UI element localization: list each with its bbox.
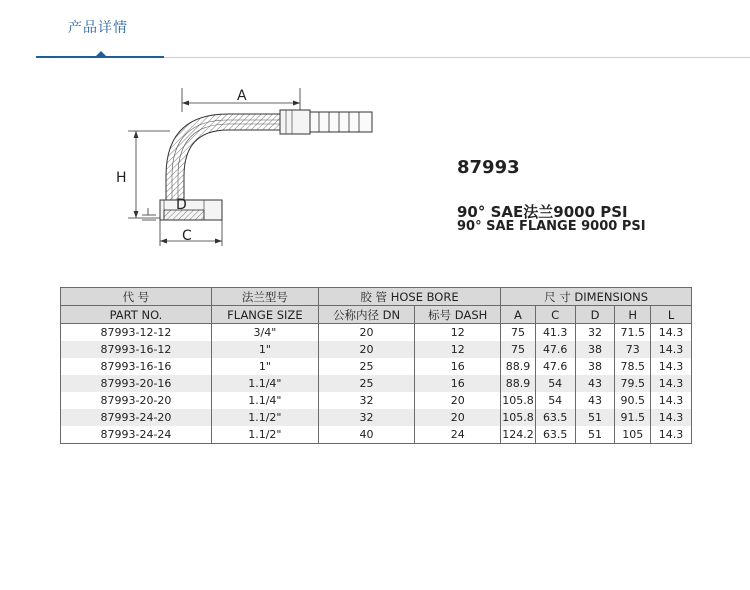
cell-d: 51: [575, 409, 615, 426]
table-group-header-row: [61, 288, 692, 306]
cell-dn: 20: [318, 324, 414, 342]
cell-l: 14.3: [651, 409, 692, 426]
cell-h: 79.5: [615, 375, 651, 392]
cell-l: 14.3: [651, 341, 692, 358]
cell-part-no: 87993-24-24: [61, 426, 212, 444]
table-sub-header-row: [61, 306, 692, 324]
cell-dn: 25: [318, 375, 414, 392]
header-part: 代 号: [61, 288, 212, 306]
cell-flange-size: 1.1/4": [211, 375, 318, 392]
table-row: [61, 426, 692, 444]
cell-part-no: 87993-20-20: [61, 392, 212, 409]
product-model-number: 87993: [457, 157, 520, 178]
flange-head: [160, 197, 222, 220]
cell-a: 105.8: [501, 409, 536, 426]
dimension-a: [182, 88, 300, 112]
header-a: A: [501, 306, 536, 324]
cell-dn: 20: [318, 341, 414, 358]
cell-l: 14.3: [651, 392, 692, 409]
cell-a: 105.8: [501, 392, 536, 409]
product-title-en: 90° SAE FLANGE 9000 PSI: [457, 219, 646, 234]
cell-part-no: 87993-20-16: [61, 375, 212, 392]
cell-part-no: 87993-16-12: [61, 341, 212, 358]
cell-d: 51: [575, 426, 615, 444]
spec-table: [60, 287, 692, 444]
cell-h: 71.5: [615, 324, 651, 342]
cell-a: 75: [501, 341, 536, 358]
header-c: C: [535, 306, 575, 324]
cell-c: 41.3: [535, 324, 575, 342]
cell-d: 38: [575, 358, 615, 375]
cell-part-no: 87993-24-20: [61, 409, 212, 426]
header-flange: 法兰型号: [211, 288, 318, 306]
cell-a: 124.2: [501, 426, 536, 444]
ferrule: [280, 110, 310, 134]
hose-tail: [310, 112, 372, 132]
cell-dn: 25: [318, 358, 414, 375]
header-d: D: [575, 306, 615, 324]
cell-l: 14.3: [651, 324, 692, 342]
table-row: [61, 324, 692, 342]
cell-dash: 20: [415, 409, 501, 426]
section-title: 产品详情: [68, 20, 128, 36]
cell-flange-size: 1.1/4": [211, 392, 318, 409]
cell-dn: 40: [318, 426, 414, 444]
cell-flange-size: 3/4": [211, 324, 318, 342]
cell-c: 63.5: [535, 409, 575, 426]
header-dn: 公称内径 DN: [318, 306, 414, 324]
cell-flange-size: 1.1/2": [211, 409, 318, 426]
header-hose-bore: 胶 管 HOSE BORE: [318, 288, 500, 306]
header-flange-size: FLANGE SIZE: [211, 306, 318, 324]
dimension-h-label: H: [116, 170, 127, 186]
cell-dash: 16: [415, 375, 501, 392]
cell-h: 91.5: [615, 409, 651, 426]
cell-dash: 12: [415, 324, 501, 342]
cell-a: 88.9: [501, 358, 536, 375]
cell-dn: 32: [318, 392, 414, 409]
cell-l: 14.3: [651, 426, 692, 444]
table-row: [61, 358, 692, 375]
cell-c: 54: [535, 392, 575, 409]
cell-flange-size: 1": [211, 341, 318, 358]
dimension-c-label: C: [182, 228, 192, 244]
table-row: [61, 392, 692, 409]
header-dimensions: 尺 寸 DIMENSIONS: [501, 288, 692, 306]
cell-d: 43: [575, 375, 615, 392]
cell-flange-size: 1": [211, 358, 318, 375]
cell-flange-size: 1.1/2": [211, 426, 318, 444]
cell-h: 90.5: [615, 392, 651, 409]
cell-a: 75: [501, 324, 536, 342]
product-title-cn: 90° SAE法兰9000 PSI: [457, 203, 628, 221]
cell-dn: 32: [318, 409, 414, 426]
cell-dash: 12: [415, 341, 501, 358]
table-row: [61, 341, 692, 358]
cell-part-no: 87993-12-12: [61, 324, 212, 342]
cell-dash: 20: [415, 392, 501, 409]
cell-h: 73: [615, 341, 651, 358]
cell-l: 14.3: [651, 358, 692, 375]
cell-c: 47.6: [535, 341, 575, 358]
cell-h: 78.5: [615, 358, 651, 375]
cell-part-no: 87993-16-16: [61, 358, 212, 375]
cell-d: 38: [575, 341, 615, 358]
cell-a: 88.9: [501, 375, 536, 392]
header-caret-icon: [96, 51, 106, 56]
cell-d: 43: [575, 392, 615, 409]
cell-d: 32: [575, 324, 615, 342]
dimension-a-label: A: [237, 88, 247, 104]
cell-dash: 24: [415, 426, 501, 444]
cell-c: 54: [535, 375, 575, 392]
header-part-no: PART NO.: [61, 306, 212, 324]
table-row: [61, 375, 692, 392]
header-dash: 标号 DASH: [415, 306, 501, 324]
fitting-drawing: [110, 84, 390, 254]
cell-h: 105: [615, 426, 651, 444]
dimension-c: [160, 220, 222, 246]
table-row: [61, 409, 692, 426]
header-accent-bar: [36, 56, 164, 58]
cell-c: 47.6: [535, 358, 575, 375]
cell-dash: 16: [415, 358, 501, 375]
header-h: H: [615, 306, 651, 324]
dimension-d-label: D: [176, 197, 187, 213]
header-l: L: [651, 306, 692, 324]
cell-c: 63.5: [535, 426, 575, 444]
cell-l: 14.3: [651, 375, 692, 392]
